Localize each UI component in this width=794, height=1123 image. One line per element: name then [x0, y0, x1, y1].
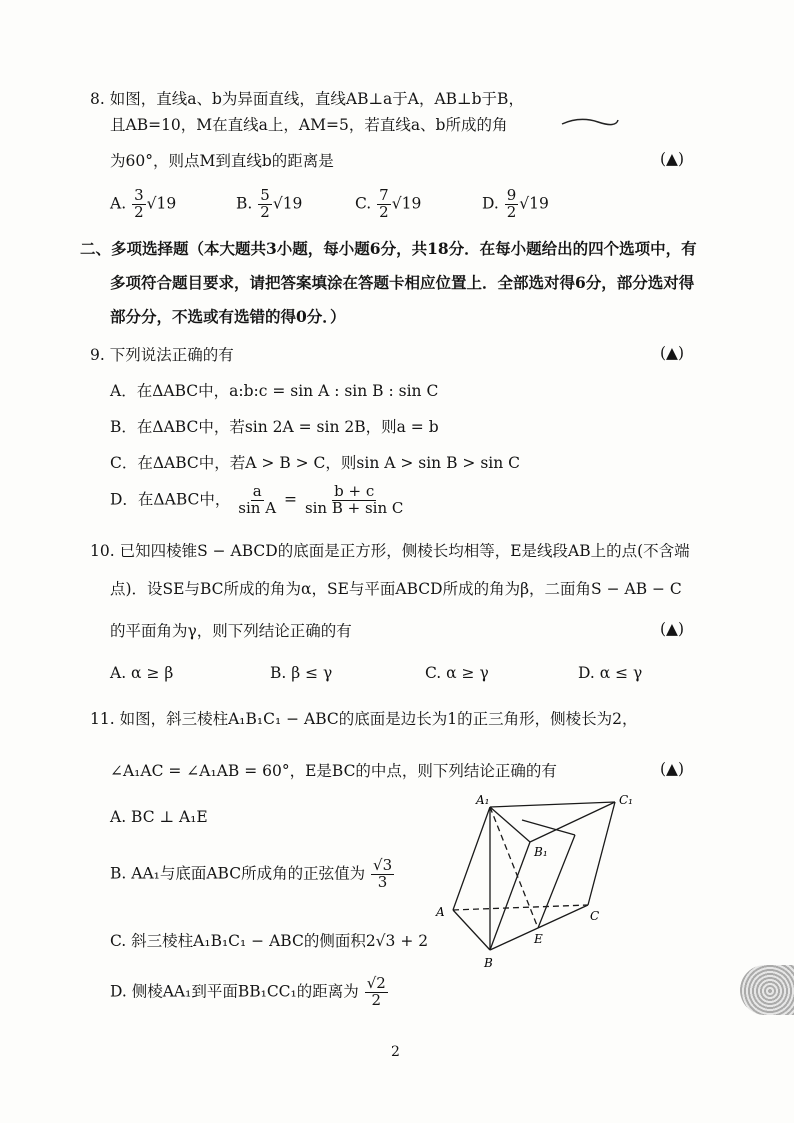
q11-option-d-num: √2 — [366, 974, 386, 992]
edge-b1-c1 — [530, 802, 615, 842]
q10-line-2: 点)．设SE与BC所成的角为α，SE与平面ABCD所成的角为β，二面角S − AB − C — [110, 580, 682, 598]
q8-option-b-root: √19 — [272, 194, 303, 213]
pen-mark — [560, 112, 620, 132]
q8-option-a-letter: A. — [110, 194, 127, 213]
label-c1: C₁ — [619, 793, 633, 807]
q11-option-d-fraction — [365, 976, 388, 1009]
edge-a1-c1 — [490, 802, 615, 807]
edge-a-b — [453, 910, 490, 950]
q8-option-a-fraction — [132, 188, 146, 221]
prism-figure — [430, 790, 633, 970]
q8-option-c-fraction — [377, 188, 391, 221]
section2-line-1: 二、多项选择题（本大题共3小题，每小题6分，共18分．在每小题给出的四个选项中，有 — [80, 239, 697, 258]
q9-option-d — [110, 484, 406, 517]
q8-line-2: 且AB=10，M在直线a上，AM=5，若直线a、b所成的角 — [110, 116, 508, 134]
q11-line-2: ∠A₁AC = ∠A₁AB = 60°，E是BC的中点，则下列结论正确的有 — [110, 762, 557, 780]
q10-line-3: 的平面角为γ，则下列结论正确的有 — [110, 622, 352, 640]
q10-answer-mark: (▲) — [660, 620, 685, 638]
q8-line-1: 8. 如图，直线a、b为异面直线，直线AB⊥a于A，AB⊥b于B， — [90, 90, 524, 108]
q8-option-a-den: 2 — [134, 202, 144, 221]
q11-answer-mark: (▲) — [660, 760, 685, 778]
edge-a-c-hidden — [453, 905, 588, 910]
q8-option-c — [355, 188, 421, 221]
q11-option-a: A. BC ⊥ A₁E — [110, 808, 208, 826]
q8-option-d-fraction — [505, 188, 519, 221]
q10-option-c: C. α ≥ γ — [425, 664, 489, 682]
segment-a1-e-hidden — [490, 807, 538, 928]
q11-line-1: 11. 如图，斜三棱柱A₁B₁C₁ − ABC的底面是边长为1的正三角形，侧棱长为2， — [90, 710, 638, 728]
q8-option-b-num: 5 — [260, 186, 270, 204]
q8-answer-mark: (▲) — [660, 150, 685, 168]
q9-option-d-den-left: sin A — [238, 498, 277, 517]
q8-option-d — [482, 188, 549, 221]
q8-option-d-letter: D. — [482, 194, 499, 213]
q11-option-d-prefix: D. 侧棱AA₁到平面BB₁CC₁的距离为 — [110, 982, 359, 1001]
edge-a1-b1 — [490, 807, 530, 842]
q8-option-d-root: √19 — [519, 194, 549, 213]
q8-option-b-fraction — [258, 188, 272, 221]
q9-option-b: B．在ΔABC中，若sin 2A = sin 2B，则a = b — [110, 418, 439, 436]
q8-option-c-root: √19 — [391, 194, 422, 213]
q8-option-a-root: √19 — [146, 194, 177, 213]
q11-option-b-num: √3 — [373, 856, 393, 874]
corner-scan-artifact — [740, 965, 794, 1015]
q9-answer-mark: (▲) — [660, 344, 685, 362]
q8-option-d-den: 2 — [506, 202, 517, 221]
edge-c1-c — [588, 802, 615, 905]
q11-option-d — [110, 976, 389, 1009]
q8-option-b — [236, 188, 302, 221]
q8-option-b-den: 2 — [260, 202, 270, 221]
q9-stem: 9. 下列说法正确的有 — [90, 346, 234, 364]
q9-option-a: A．在ΔABC中，a:b:c = sin A : sin B : sin C — [110, 382, 439, 400]
q8-line-3: 为60°，则点M到直线b的距离是 — [110, 152, 334, 170]
q10-option-b: B. β ≤ γ — [270, 664, 333, 682]
label-e: E — [534, 932, 543, 946]
label-a: A — [436, 905, 445, 919]
q8-option-b-letter: B. — [236, 194, 253, 213]
q11-option-c: C. 斜三棱柱A₁B₁C₁ − ABC的侧面积2√3 + 2 — [110, 932, 429, 950]
q9-option-c: C．在ΔABC中，若A > B > C，则sin A > sin B > sin C — [110, 454, 521, 472]
q9-option-d-num-left: a — [252, 482, 262, 500]
q8-option-c-den: 2 — [379, 202, 389, 221]
q9-option-d-num-right: b + c — [334, 482, 375, 500]
q9-option-d-equals: = — [284, 490, 297, 509]
q8-option-d-num: 9 — [506, 186, 517, 204]
q11-option-d-den: 2 — [371, 990, 382, 1009]
page-number: 2 — [391, 1044, 400, 1060]
q9-option-d-fraction-left — [236, 484, 278, 517]
section2-line-3: 部分分，不选或有选错的得0分．） — [110, 307, 346, 326]
q10-option-a: A. α ≥ β — [110, 664, 174, 682]
q11-option-b-prefix: B. AA₁与底面ABC所成角的正弦值为 — [110, 864, 366, 883]
q10-line-1: 10. 已知四棱锥S − ABCD的底面是正方形，侧棱长均相等，E是线段AB上的点(不含端 — [90, 542, 690, 560]
q8-option-a — [110, 188, 176, 221]
q8-option-a-num: 3 — [134, 186, 144, 204]
label-b1: B₁ — [534, 845, 548, 859]
q11-option-b-den: 3 — [377, 872, 388, 891]
label-a1: A₁ — [476, 793, 490, 807]
label-b: B — [484, 956, 493, 970]
q9-option-d-den-right: sin B + sin C — [304, 498, 404, 517]
label-c: C — [590, 909, 600, 923]
q11-option-b-fraction — [371, 858, 394, 891]
q9-option-d-prefix: D．在ΔABC中， — [110, 490, 231, 509]
edge-a1-a — [453, 807, 490, 910]
section2-line-2: 多项符合题目要求，请把答案填涂在答题卡相应位置上．全部选对得6分，部分选对得 — [110, 273, 695, 292]
q8-option-c-letter: C. — [355, 194, 372, 213]
q9-option-d-fraction-right — [303, 484, 405, 517]
q11-option-b — [110, 858, 395, 891]
q8-option-c-num: 7 — [379, 186, 389, 204]
q10-option-d: D. α ≤ γ — [578, 664, 643, 682]
